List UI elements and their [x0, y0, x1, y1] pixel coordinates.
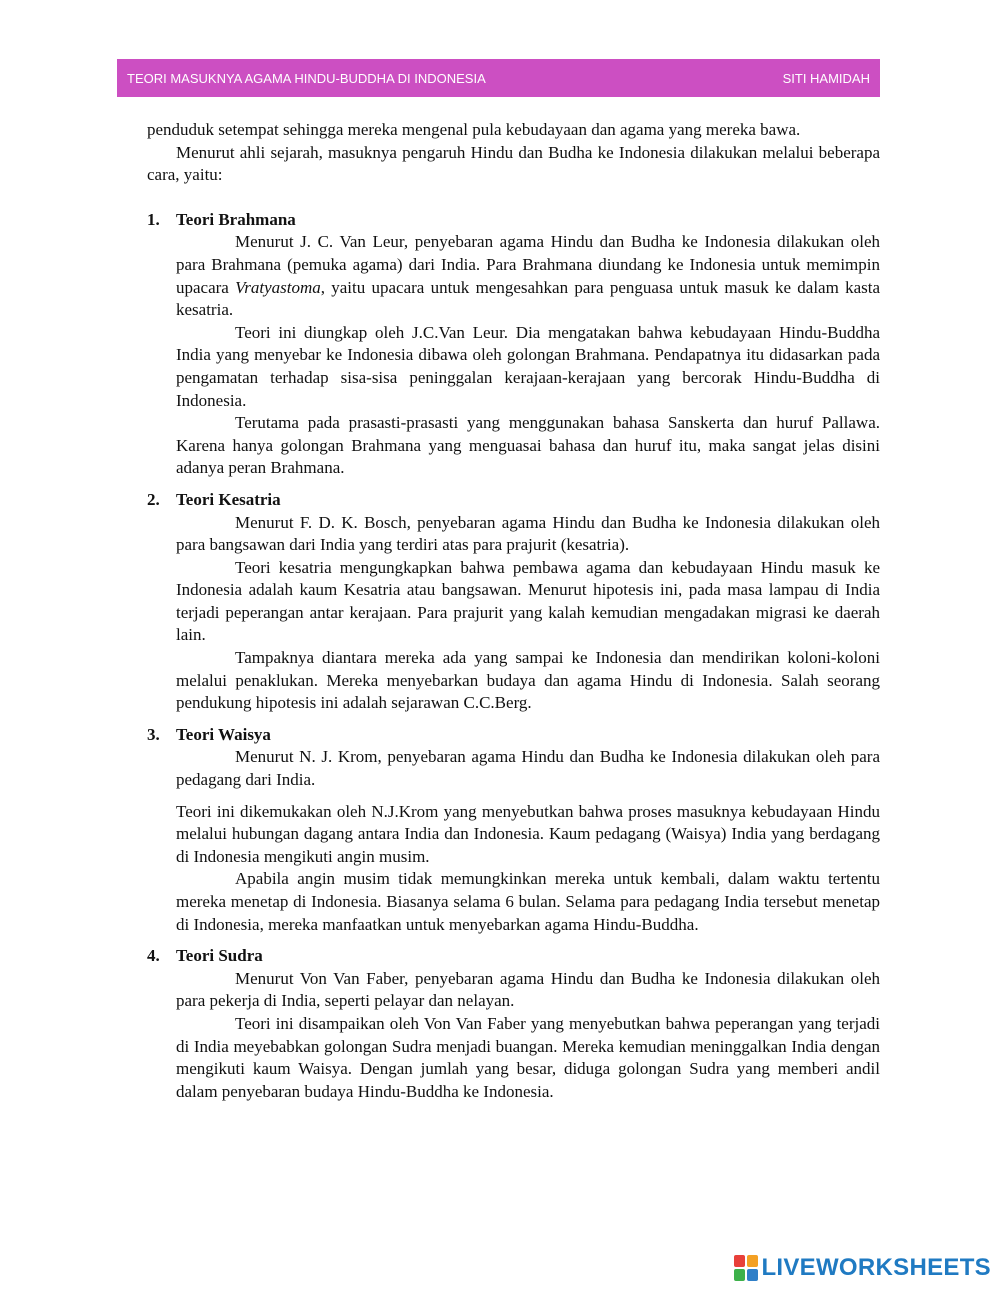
intro-paragraph-2: Menurut ahli sejarah, masuknya pengaruh Hindu dan Budha ke Indonesia dilakukan melalui beberapa cara, yaitu:: [147, 142, 880, 185]
logo-text: LIVEWORKSHEETS: [761, 1254, 991, 1281]
section-paragraph: Menurut N. J. Krom, penyebaran agama Hindu dan Budha ke Indonesia dilakukan oleh para pedagang dari India.: [176, 747, 880, 790]
section-paragraph: Teori kesatria mengungkapkan bahwa pembawa agama dan kebudayaan Hindu masuk ke Indonesia adalah kaum Kesatria atau bangsawan. Menurut hipotesis ini, pada masa lampau di India terjadi peperangan antar kerajaan. Para prajurit yang kalah kemudian mengadakan migrasi ke daerah lain.: [176, 557, 880, 645]
italic-term: Vratyastoma: [235, 277, 321, 297]
section-title: Teori Brahmana: [176, 209, 296, 229]
section-teori-kesatria: [147, 489, 880, 715]
section-paragraph: Teori ini dikemukakan oleh N.J.Krom yang menyebutkan bahwa proses masuknya kebudayaan Hindu melalui hubungan dagang antara India dan Indonesia. Kaum pedagang (Waisya) India yang berdagang di Indonesia mengikuti angin musim.: [176, 801, 880, 866]
liveworksheets-logo[interactable]: [734, 1254, 991, 1282]
header-title: TEORI MASUKNYA AGAMA HINDU-BUDDHA DI INDONESIA: [127, 70, 486, 86]
page-header: [117, 59, 880, 97]
section-title: Teori Waisya: [176, 724, 271, 744]
section-number: 2.: [147, 489, 160, 509]
section-paragraph: Teori ini disampaikan oleh Von Van Faber yang menyebutkan bahwa peperangan yang terjadi di India meyebabkan golongan Sudra menjadi buangan. Mereka kemudian meninggalkan India dengan mengikuti kaum Waisya. Dengan jumlah yang besar, diduga golongan Sudra yang memberi andil dalam penyebaran budaya Hindu-Buddha ke Indonesia.: [176, 1013, 880, 1101]
section-number: 4.: [147, 946, 160, 966]
section-paragraph: Menurut Von Van Faber, penyebaran agama Hindu dan Budha ke Indonesia dilakukan oleh para pekerja di India, seperti pelayar dan nelayan.: [176, 968, 880, 1011]
document-body: [147, 119, 880, 1103]
section-paragraph: Tampaknya diantara mereka ada yang sampai ke Indonesia dan mendirikan koloni-koloni melalui penaklukan. Mereka menyebarkan budaya dan agama Hindu di Indonesia. Salah seorang pendukung hipotesis ini adalah sejarawan C.C.Berg.: [176, 648, 880, 713]
section-paragraph: Apabila angin musim tidak memungkinkan mereka untuk kembali, dalam waktu tertentu mereka menetap di Indonesia. Biasanya selama 6 bulan. Selama para pedagang India tersebut menetap di Indonesia, mereka manfaatkan untuk menyebarkan agama Hindu-Buddha.: [176, 869, 880, 934]
section-title: Teori Sudra: [176, 946, 263, 966]
section-teori-sudra: [147, 945, 880, 1103]
section-number: 1.: [147, 209, 160, 229]
section-heading: [147, 724, 880, 747]
section-teori-waisya: [147, 724, 880, 936]
section-title: Teori Kesatria: [176, 489, 281, 509]
section-paragraph: Teori ini diungkap oleh J.C.Van Leur. Dia mengatakan bahwa kebudayaan Hindu-Buddha India yang menyebar ke Indonesia dibawa oleh golongan Brahmana. Pendapatnya itu didasarkan pada pengamatan terhadap sisa-sisa peninggalan kerajaan-kerajaan yang bercorak Hindu-Buddha di Indonesia.: [176, 322, 880, 410]
section-number: 3.: [147, 724, 160, 744]
section-paragraph: Terutama pada prasasti-prasasti yang menggunakan bahasa Sanskerta dan huruf Pallawa. Karena hanya golongan Brahmana yang menguasai bahasa dan huruf itu, maka sangat jelas disini adanya peran Brahmana.: [176, 413, 880, 478]
section-heading: [147, 945, 880, 968]
section-paragraph: Menurut F. D. K. Bosch, penyebaran agama Hindu dan Budha ke Indonesia dilakukan oleh para bangsawan dari India yang terdiri atas para prajurit (kesatria).: [176, 512, 880, 555]
section-teori-brahmana: [147, 209, 880, 480]
section-heading: [147, 209, 880, 232]
section-heading: [147, 489, 880, 512]
liveworksheets-logo-icon: [734, 1255, 758, 1281]
intro-paragraph-1: penduduk setempat sehingga mereka mengenal pula kebudayaan dan agama yang mereka bawa.: [147, 120, 801, 139]
section-paragraph: Menurut J. C. Van Leur, penyebaran agama Hindu dan Budha ke Indonesia dilakukan oleh para Brahmana (pemuka agama) dari India. Para Brahmana diundang ke Indonesia untuk memimpin upacara Vratyastoma, yaitu upacara untuk mengesahkan para penguasa untuk masuk ke dalam kasta kesatria.: [176, 232, 881, 320]
header-author: SITI HAMIDAH: [782, 70, 870, 86]
